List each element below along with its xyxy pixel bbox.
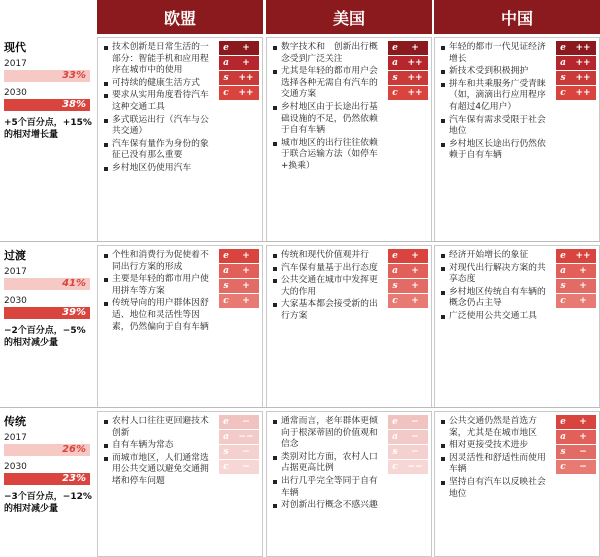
rating-badge: [556, 71, 596, 85]
rating-key: e: [392, 251, 398, 261]
share-value: 39%: [62, 307, 86, 318]
rating-badge: [388, 71, 428, 85]
rating-badge: [556, 86, 596, 100]
rating-key: a: [392, 432, 398, 442]
row-separator: [0, 241, 600, 242]
rating-key: e: [223, 251, 229, 261]
row-title: 过渡: [4, 249, 26, 262]
bullet-item: 主要是年轻的都市用户使用拼车等方案: [102, 274, 216, 297]
column-header: 中国: [434, 0, 600, 34]
share-bar-2030: [4, 307, 90, 319]
bullet-item: 相对更接受技术进步: [439, 440, 553, 452]
rating-value: +: [242, 281, 250, 291]
bullet-item: 类别对比方面，农村人口占据更高比例: [271, 452, 385, 475]
rating-badge: [556, 279, 596, 293]
rating-badge: [219, 294, 259, 308]
rating-key: a: [392, 58, 398, 68]
rating-key: a: [560, 432, 566, 442]
rating-key: s: [392, 281, 398, 291]
rating-badge: [556, 264, 596, 278]
rating-value: +: [242, 296, 250, 306]
rating-value: +: [411, 251, 419, 261]
bullet-list: [102, 250, 216, 334]
rating-value: ++: [407, 73, 423, 83]
rating-badge: [388, 264, 428, 278]
bullet-item: 乡村地区长途出行仍然依赖于自有车辆: [439, 139, 553, 162]
bullet-item: 自有车辆为常态: [102, 440, 216, 452]
rating-key: s: [560, 73, 566, 83]
bullet-item: 大家基本都会接受新的出行方案: [271, 299, 385, 322]
rating-value: ++: [575, 58, 591, 68]
share-value: 26%: [62, 444, 86, 455]
rating-value: +: [242, 43, 250, 53]
bullet-list: [439, 250, 553, 324]
bullet-item: 城市地区的出行往往依赖于联合运输方法（如停车+换乘）: [271, 138, 385, 173]
share-value: 23%: [62, 473, 86, 484]
rating-value: −: [242, 447, 250, 457]
rating-value: +: [411, 43, 419, 53]
bullet-list: [102, 416, 216, 489]
rating-value: +: [579, 281, 587, 291]
rating-value: +: [579, 432, 587, 442]
region-cell: [266, 411, 432, 557]
rating-value: +: [579, 266, 587, 276]
rating-badge: [219, 249, 259, 263]
share-value: 38%: [62, 99, 86, 110]
bullet-item: 年轻的都市一代见证经济增长: [439, 42, 553, 65]
rating-badge: [556, 445, 596, 459]
rating-key: c: [392, 462, 398, 472]
rating-badge: [556, 249, 596, 263]
bullet-list: [102, 42, 216, 176]
rating-badge: [219, 71, 259, 85]
region-cell: [266, 245, 432, 408]
rating-value: −−: [238, 432, 254, 442]
rating-badge: [219, 460, 259, 474]
rating-key: a: [223, 266, 229, 276]
rating-key: s: [223, 281, 229, 291]
region-cell: [434, 37, 600, 242]
rating-badges: [388, 41, 428, 101]
rating-key: c: [223, 296, 229, 306]
rating-value: +: [411, 296, 419, 306]
rating-badge: [556, 460, 596, 474]
change-summary: +5个百分点，+15%的相对增长量: [4, 118, 92, 140]
rating-key: e: [560, 251, 566, 261]
bullet-item: 通常而言，老年群体更倾向于根深蒂固的价值观和信念: [271, 416, 385, 451]
bullet-item: 广泛使用公共交通工具: [439, 311, 553, 323]
rating-key: s: [560, 447, 566, 457]
bullet-item: 要求从实用角度看待汽车这种交通工具: [102, 90, 216, 113]
rating-badges: [219, 41, 259, 101]
bullet-list: [439, 416, 553, 501]
rating-value: −: [242, 417, 250, 427]
rating-key: e: [223, 43, 229, 53]
rating-badge: [388, 41, 428, 55]
row-title: 现代: [4, 41, 26, 54]
region-cell: [97, 245, 263, 408]
rating-value: ++: [575, 251, 591, 261]
rating-badge: [556, 430, 596, 444]
rating-badges: [556, 415, 596, 475]
rating-value: +: [411, 266, 419, 276]
share-fill: [4, 444, 54, 456]
bullet-list: [271, 416, 385, 513]
region-cell: [97, 37, 263, 242]
year-label: 2030: [4, 296, 27, 306]
rating-key: a: [560, 58, 566, 68]
bullet-item: 出行几乎完全等同于自有车辆: [271, 476, 385, 499]
region-cell: [97, 411, 263, 557]
rating-key: s: [392, 73, 398, 83]
rating-value: +: [579, 296, 587, 306]
rating-key: e: [392, 417, 398, 427]
row-separator: [0, 407, 600, 408]
bullet-item: 而城市地区，人们通常选用公共交通以避免交通拥堵和停车问题: [102, 453, 216, 488]
bullet-item: 乡村地区传统自有车辆的概念仍占主导: [439, 287, 553, 310]
column-header: 欧盟: [97, 0, 263, 34]
bullet-item: 拼车和共乘服务广受青睐（如，滴滴出行应用程序有超过4亿用户）: [439, 79, 553, 114]
region-cell: [266, 37, 432, 242]
rating-key: e: [223, 417, 229, 427]
year-label: 2017: [4, 433, 27, 443]
rating-key: s: [223, 73, 229, 83]
rating-badges: [388, 249, 428, 309]
rating-value: +: [411, 281, 419, 291]
rating-badge: [219, 264, 259, 278]
bullet-item: 尤其是年轻的都市用户会选择各种无需自有汽车的交通方案: [271, 66, 385, 101]
bullet-item: 经济开始增长的象征: [439, 250, 553, 262]
bullet-item: 汽车保有量基于出行态度: [271, 263, 385, 275]
rating-value: ++: [407, 58, 423, 68]
rating-key: c: [223, 88, 229, 98]
share-bar-2017: [4, 444, 90, 456]
year-label: 2030: [4, 88, 27, 98]
year-label: 2017: [4, 59, 27, 69]
bullet-item: 因灵活性和舒适性而使用车辆: [439, 453, 553, 476]
share-bar-2030: [4, 473, 90, 485]
rating-value: +: [242, 251, 250, 261]
rating-badge: [219, 41, 259, 55]
rating-badge: [556, 41, 596, 55]
share-bar-2017: [4, 70, 90, 82]
rating-badge: [556, 56, 596, 70]
bullet-list: [271, 250, 385, 324]
rating-key: s: [223, 447, 229, 457]
rating-key: c: [392, 296, 398, 306]
bullet-item: 传统和现代价值观并行: [271, 250, 385, 262]
bullet-item: 新技术受到积极拥护: [439, 66, 553, 78]
share-value: 41%: [62, 278, 86, 289]
rating-value: −: [411, 417, 419, 427]
rating-badges: [388, 415, 428, 475]
rating-value: ++: [575, 88, 591, 98]
bullet-item: 乡村地区由于长途出行基础设施的不足，仍然依赖于自有车辆: [271, 102, 385, 137]
bullet-item: 对创新出行概念不感兴趣: [271, 500, 385, 512]
rating-badge: [388, 279, 428, 293]
rating-badge: [388, 249, 428, 263]
bullet-item: 可持续的健康生活方式: [102, 78, 216, 90]
change-summary: −3个百分点，−12%的相对减少量: [4, 492, 92, 514]
rating-badges: [556, 249, 596, 309]
rating-key: a: [560, 266, 566, 276]
share-value: 33%: [62, 70, 86, 81]
row-title: 传统: [4, 415, 26, 428]
rating-badge: [388, 430, 428, 444]
rating-key: c: [392, 88, 398, 98]
rating-value: +: [242, 266, 250, 276]
rating-badge: [556, 415, 596, 429]
rating-badge: [219, 445, 259, 459]
rating-badges: [556, 41, 596, 101]
rating-value: ++: [575, 73, 591, 83]
bullet-item: 汽车保有量作为身份的象征已没有那么重要: [102, 139, 216, 162]
share-bar-2030: [4, 99, 90, 111]
rating-value: −: [579, 462, 587, 472]
rating-value: −−: [407, 462, 423, 472]
rating-value: −: [411, 432, 419, 442]
bullet-item: 汽车保有需求受限于社会地位: [439, 115, 553, 138]
rating-key: e: [560, 43, 566, 53]
rating-badge: [388, 86, 428, 100]
rating-value: −: [242, 462, 250, 472]
share-fill: [4, 70, 67, 82]
year-label: 2030: [4, 462, 27, 472]
rating-badges: [219, 415, 259, 475]
rating-value: −: [411, 447, 419, 457]
rating-key: e: [392, 43, 398, 53]
rating-key: c: [560, 462, 566, 472]
bullet-item: 公共交通仍然是首选方案，尤其是在城市地区: [439, 416, 553, 439]
year-label: 2017: [4, 267, 27, 277]
bullet-item: 传统导向的用户群体因舒适、地位和灵活性等因素，仍然偏向于自有车辆: [102, 298, 216, 333]
rating-badge: [388, 460, 428, 474]
rating-badge: [556, 294, 596, 308]
rating-key: s: [560, 281, 566, 291]
bullet-item: 乡村地区仍使用汽车: [102, 163, 216, 175]
rating-badge: [388, 445, 428, 459]
rating-badges: [219, 249, 259, 309]
bullet-item: 农村人口往往更回避技术创新: [102, 416, 216, 439]
region-cell: [434, 411, 600, 557]
bullet-list: [271, 42, 385, 174]
bullet-list: [439, 42, 553, 163]
rating-badge: [219, 415, 259, 429]
rating-value: ++: [238, 88, 254, 98]
bullet-item: 数字技术和 创新出行概念受到广泛关注: [271, 42, 385, 65]
change-summary: −2个百分点，−5%的相对减少量: [4, 326, 86, 348]
bullet-item: 个性和消费行为促使着不同出行方案的形成: [102, 250, 216, 273]
bullet-item: 多式联运出行（汽车与公共交通）: [102, 115, 216, 138]
rating-value: +: [242, 58, 250, 68]
region-cell: [434, 245, 600, 408]
rating-badge: [219, 86, 259, 100]
rating-badge: [219, 56, 259, 70]
bullet-item: 技术创新是日常生活的一部分：智能手机和应用程序在城市中的使用: [102, 42, 216, 77]
rating-value: −: [579, 447, 587, 457]
rating-key: e: [560, 417, 566, 427]
rating-key: a: [223, 432, 229, 442]
rating-value: ++: [575, 43, 591, 53]
bullet-item: 公共交通在城市中发挥更大的作用: [271, 275, 385, 298]
column-header: 美国: [266, 0, 432, 34]
share-bar-2017: [4, 278, 90, 290]
rating-badge: [219, 279, 259, 293]
rating-value: ++: [407, 88, 423, 98]
rating-key: c: [560, 88, 566, 98]
rating-key: a: [392, 266, 398, 276]
rating-value: +: [579, 417, 587, 427]
rating-value: ++: [238, 73, 254, 83]
rating-badge: [388, 415, 428, 429]
bullet-item: 对现代出行解决方案的共享态度: [439, 263, 553, 286]
rating-key: c: [560, 296, 566, 306]
rating-key: c: [223, 462, 229, 472]
bullet-item: 坚持自有汽车以反映社会地位: [439, 477, 553, 500]
rating-badge: [388, 294, 428, 308]
rating-badge: [388, 56, 428, 70]
rating-key: a: [223, 58, 229, 68]
rating-badge: [219, 430, 259, 444]
rating-key: s: [392, 447, 398, 457]
